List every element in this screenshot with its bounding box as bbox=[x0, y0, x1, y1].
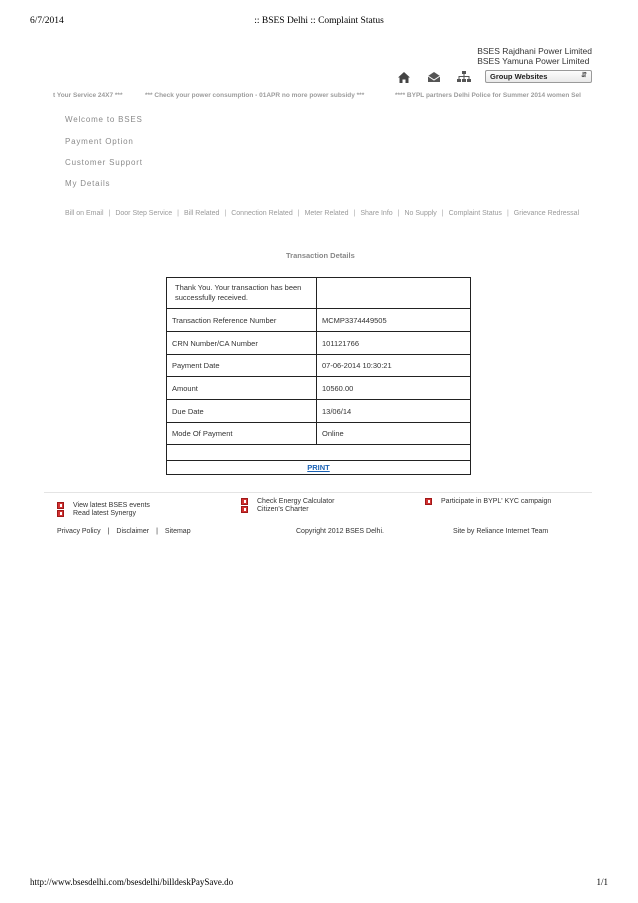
footer-col-2 bbox=[241, 497, 334, 513]
link-synergy[interactable]: Read latest Synergy bbox=[73, 509, 137, 517]
divider: | bbox=[107, 528, 110, 535]
bullet-icon bbox=[425, 498, 432, 505]
subnav-meter-related[interactable]: Meter Related bbox=[304, 210, 349, 217]
company-names bbox=[477, 46, 592, 66]
table-row bbox=[167, 445, 471, 461]
copyright: Copyright 2012 BSES Delhi. bbox=[296, 528, 384, 535]
row-value: 13/06/14 bbox=[317, 400, 471, 423]
bullet-icon bbox=[241, 498, 248, 505]
privacy-policy-link[interactable]: Privacy Policy bbox=[57, 528, 101, 535]
subnav-grievance-redressal[interactable]: Grievance Redressal bbox=[513, 210, 580, 217]
table-row bbox=[167, 423, 471, 445]
print-footer bbox=[30, 877, 608, 889]
row-label: Amount bbox=[167, 377, 317, 400]
bullet-icon bbox=[57, 510, 64, 517]
empty-cell bbox=[317, 278, 471, 309]
table-row bbox=[167, 355, 471, 377]
footer-divider bbox=[44, 492, 592, 493]
news-ticker bbox=[53, 92, 591, 102]
list-item[interactable] bbox=[241, 497, 334, 505]
company-name-rajdhani: BSES Rajdhani Power Limited bbox=[477, 46, 592, 56]
mail-icon[interactable] bbox=[426, 69, 442, 85]
link-energy-calculator[interactable]: Check Energy Calculator bbox=[257, 497, 335, 505]
bullet-icon bbox=[241, 506, 248, 513]
subnav-bill-related[interactable]: Bill Related bbox=[183, 210, 220, 217]
subnav-complaint-status[interactable]: Complaint Status bbox=[448, 210, 502, 217]
table-row bbox=[167, 332, 471, 355]
section-title: Transaction Details bbox=[286, 251, 355, 260]
top-icon-bar bbox=[396, 68, 472, 86]
row-value: Online bbox=[317, 423, 471, 445]
divider: | bbox=[177, 210, 179, 217]
sitemap-icon[interactable] bbox=[456, 69, 472, 85]
disclaimer-link[interactable]: Disclaimer bbox=[116, 528, 150, 535]
print-title: :: BSES Delhi :: Complaint Status bbox=[254, 16, 384, 26]
company-name-yamuna: BSES Yamuna Power Limited bbox=[477, 56, 590, 66]
list-item[interactable] bbox=[57, 501, 150, 509]
row-label: Mode Of Payment bbox=[167, 423, 317, 445]
table-row bbox=[167, 461, 471, 475]
bullet-icon bbox=[57, 502, 64, 509]
row-value: MCMP3374449505 bbox=[317, 309, 471, 332]
table-row bbox=[167, 400, 471, 423]
table-row bbox=[167, 377, 471, 400]
menu-item-payment-option[interactable]: Payment Option bbox=[65, 137, 134, 146]
ticker-item[interactable]: t Your Service 24X7 *** bbox=[53, 92, 123, 99]
row-label: CRN Number/CA Number bbox=[167, 332, 317, 355]
menu-item-my-details[interactable]: My Details bbox=[65, 179, 111, 188]
group-websites-select[interactable] bbox=[485, 70, 592, 83]
row-label: Payment Date bbox=[167, 355, 317, 377]
thank-you-message: Thank You. Your transaction has been successfully received. bbox=[167, 278, 317, 309]
print-header bbox=[30, 16, 608, 30]
divider: | bbox=[506, 210, 509, 217]
divider: | bbox=[224, 210, 227, 217]
print-page-number: 1/1 bbox=[596, 877, 608, 887]
footer-links bbox=[57, 528, 191, 535]
sub-navigation bbox=[65, 210, 579, 217]
group-websites-value: Group Websites bbox=[490, 72, 548, 81]
ticker-item[interactable]: *** Check your power consumption - 01APR no more power subsidy *** bbox=[145, 92, 365, 99]
link-kyc-campaign[interactable]: Participate in BYPL' KYC campaign bbox=[441, 497, 552, 505]
ticker-item[interactable]: **** BYPL partners Delhi Police for Summer 2014 women Sel bbox=[395, 92, 581, 99]
list-item[interactable] bbox=[57, 509, 150, 517]
subnav-no-supply[interactable]: No Supply bbox=[404, 210, 437, 217]
row-value: 07-06-2014 10:30:21 bbox=[317, 355, 471, 377]
subnav-connection-related[interactable]: Connection Related bbox=[231, 210, 293, 217]
menu-item-customer-support[interactable]: Customer Support bbox=[65, 158, 143, 167]
subnav-bill-on-email[interactable]: Bill on Email bbox=[65, 210, 104, 217]
table-row bbox=[167, 309, 471, 332]
subnav-door-step-service[interactable]: Door Step Service bbox=[115, 210, 173, 217]
link-bses-events[interactable]: View latest BSES events bbox=[73, 501, 150, 509]
print-date: 6/7/2014 bbox=[30, 16, 64, 26]
divider: | bbox=[156, 528, 158, 535]
divider: | bbox=[297, 210, 300, 217]
print-url: http://www.bsesdelhi.com/bsesdelhi/billdeskPaySave.do bbox=[30, 877, 234, 887]
row-label: Due Date bbox=[167, 400, 317, 423]
divider: | bbox=[353, 210, 356, 217]
link-citizens-charter[interactable]: Citizen's Charter bbox=[257, 505, 309, 513]
footer-col-1 bbox=[57, 501, 150, 517]
home-icon[interactable] bbox=[396, 69, 412, 85]
transaction-table bbox=[166, 277, 471, 475]
divider: | bbox=[108, 210, 111, 217]
row-value: 10560.00 bbox=[317, 377, 471, 400]
sitemap-link[interactable]: Sitemap bbox=[164, 528, 191, 535]
subnav-share-info[interactable]: Share Info bbox=[360, 210, 393, 217]
print-link[interactable]: PRINT bbox=[167, 461, 471, 475]
select-updown-icon: ⇵ bbox=[581, 72, 587, 79]
table-row bbox=[167, 278, 471, 309]
empty-row bbox=[167, 445, 471, 461]
divider: | bbox=[441, 210, 444, 217]
menu-item-welcome[interactable]: Welcome to BSES bbox=[65, 115, 143, 124]
row-label: Transaction Reference Number bbox=[167, 309, 317, 332]
footer-col-3 bbox=[425, 497, 551, 505]
list-item[interactable] bbox=[425, 497, 551, 505]
list-item[interactable] bbox=[241, 505, 334, 513]
divider: | bbox=[397, 210, 400, 217]
row-value: 101121766 bbox=[317, 332, 471, 355]
site-by-link[interactable]: Site by Reliance Internet Team bbox=[453, 528, 549, 535]
